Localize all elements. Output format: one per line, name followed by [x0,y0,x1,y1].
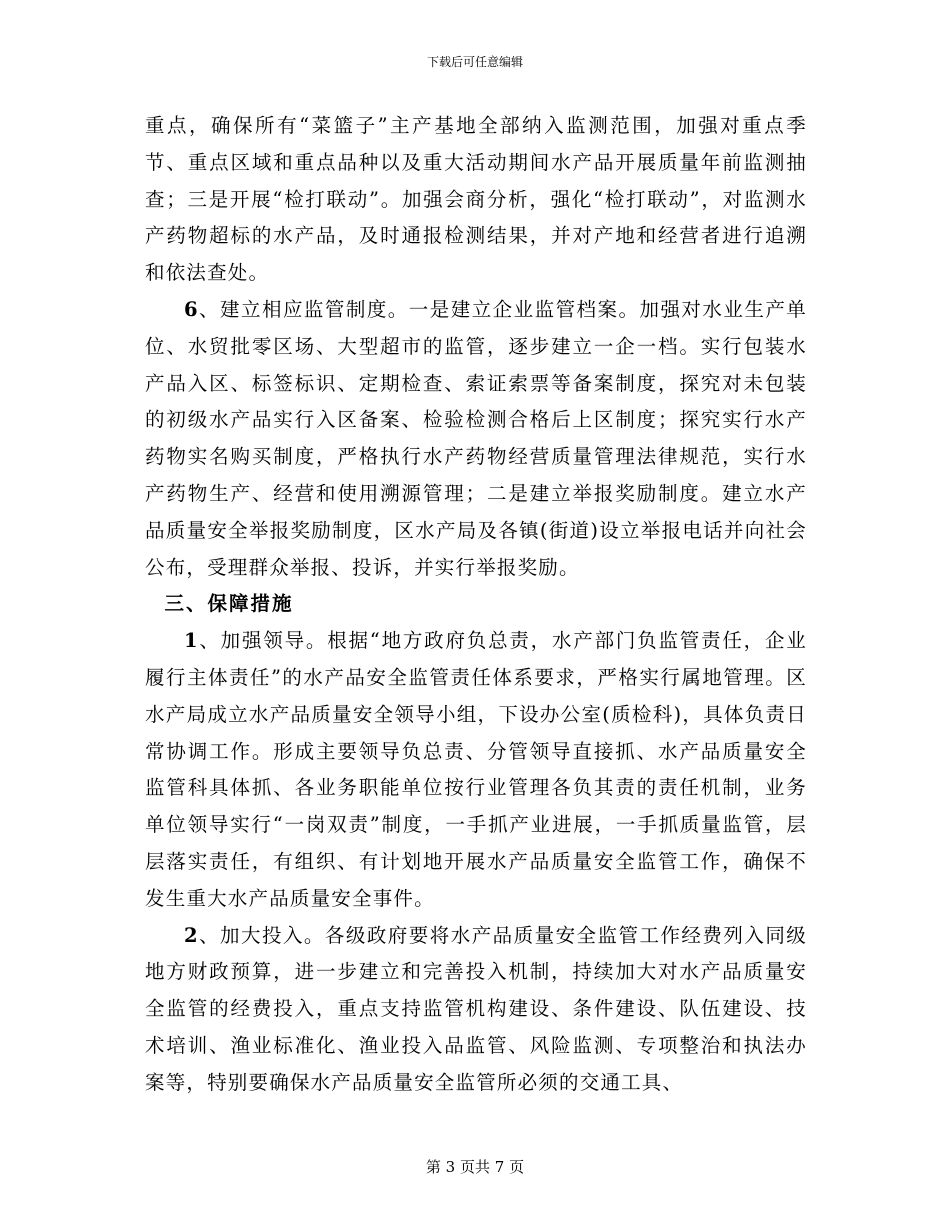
page-header: 下载后可任意编辑 [426,55,523,69]
paragraph-investment [145,918,807,1102]
document-body [145,108,807,1102]
paragraph-text: 、加强领导。根据“地方政府负总责，水产部门负监管责任，企业履行主体责任”的水产品安全监管责任体系要求，严格实行属地管理。区水产局成立水产品质量安全领导小组，下设办公室(质检科)，具体负责日常协调工作。形成主要领导负总责、分管领导直接抓、水产品质量安全监管科具体抓、各业务职能单位按行业管理各负其责的责任机制，业务单位领导实行“一岗双责”制度，一手抓产业进展，一手抓质量监管，层层落实责任，有组织、有计划地开展水产品质量安全监管工作，确保不发生重大水产品质量安全事件。 [145,629,807,910]
paragraph-leadership [145,623,807,917]
item-number: 6 [184,297,199,321]
page-footer: 第 3 页共 7 页 [425,1158,525,1176]
item-number: 1 [184,629,199,653]
section-heading: 三、保障措施 [164,592,294,616]
paragraph-text: 、建立相应监管制度。一是建立企业监管档案。加强对水业生产单位、水贸批零区场、大型超市的监管，逐步建立一企一档。实行包装水产品入区、标签标识、定期检查、索证索票等备案制度，探究对未包装的初级水产品实行入区备案、检验检测合格后上区制度；探究实行水产药物实名购买制度，严格执行水产药物经营质量管理法律规范，实行水产药物生产、经营和使用溯源管理；二是建立举报奖励制度。建立水产品质量安全举报奖励制度，区水产局及各镇(街道)设立举报电话并向社会公布，受理群众举报、投诉，并实行举报奖励。 [145,297,807,579]
paragraph-text: 、加大投入。各级政府要将水产品质量安全监管工作经费列入同级地方财政预算，进一步建立和完善投入机制，持续加大对水产品质量安全监管的经费投入，重点支持监管机构建设、条件建设、队伍建设、技术培训、渔业标准化、渔业投入品监管、风险监测、专项整治和执法办案等，特别要确保水产品质量安全监管所必须的交通工具、 [145,923,807,1094]
item-number: 2 [184,923,199,947]
paragraph-continued: 重点，确保所有“菜篮子”主产基地全部纳入监测范围，加强对重点季节、重点区域和重点品种以及重大活动期间水产品开展质量年前监测抽查；三是开展“检打联动”。加强会商分析，强化“检打联动”，对监测水产药物超标的水产品，及时通报检测结果，并对产地和经营者进行追溯和依法查处。 [145,114,807,285]
paragraph-supervision-system [145,292,807,586]
